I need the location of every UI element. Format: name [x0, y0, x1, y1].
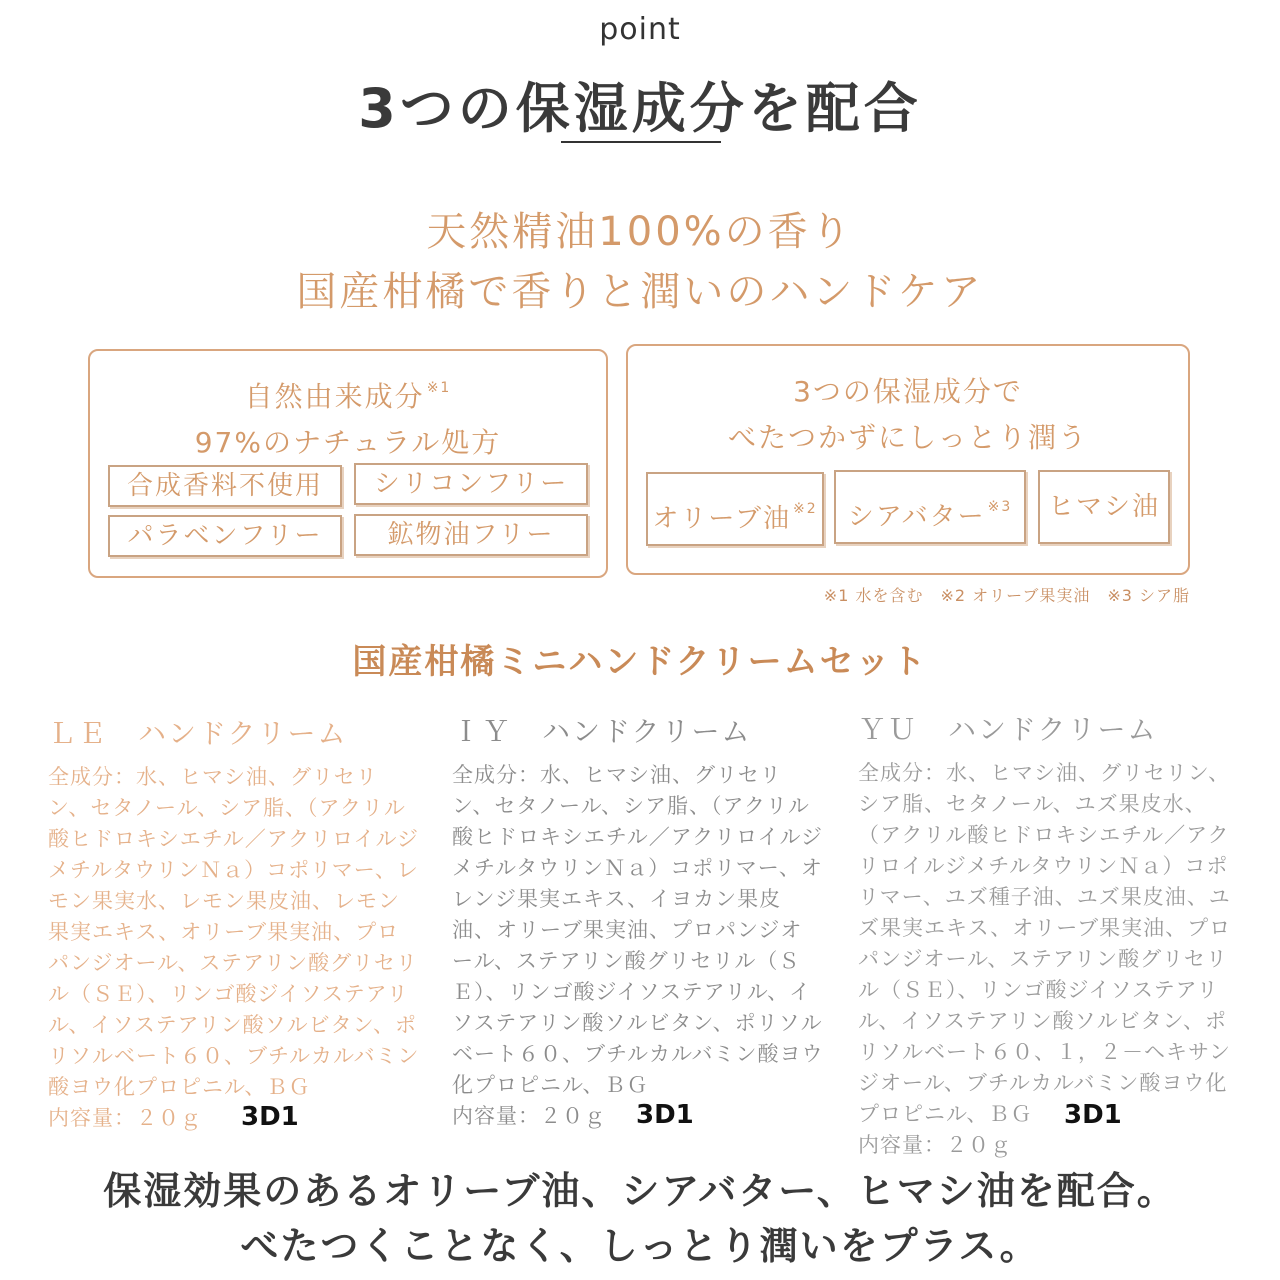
tag-castor-oil: ヒマシ油	[1038, 470, 1170, 544]
footnote-mark-1: ※1	[426, 380, 452, 396]
moisturizing-subheading: べたつかずにしっとり潤う	[727, 421, 1088, 454]
point-label: point	[599, 12, 681, 47]
product-capacity: 内容量：２０ｇ	[48, 1106, 202, 1130]
product-ingredients: 全成分：水、ヒマシ油、グリセリン、セタノール、シア脂、（アクリル酸ヒドロキシエチル／アクリロイルジメチルタウリンＮａ）コポリマー、オレンジ果実エキス、イヨカン果皮油、オリーブ果実油、プロパンジオール、ステアリン酸グリセリル（ＳＥ）、リンゴ酸ジイソステアリル、イソステアリン酸ソルビタン、ポリソルベート６０、ブチルカルバミン酸ヨウ化プロピニル、ＢＧ	[452, 763, 824, 1097]
tag-paraben-free: パラベンフリー	[108, 515, 342, 557]
product-capacity: 内容量：２０ｇ	[452, 1104, 606, 1128]
product-code: 3D1	[636, 1100, 694, 1130]
natural-ingredients-heading: 自然由来成分 $^{※1}$	[244, 380, 452, 413]
title-underline	[561, 141, 721, 143]
product-yu	[858, 708, 1238, 1161]
set-title: 国産柑橘ミニハンドクリームセット	[352, 642, 928, 682]
closing-line-1: 保湿効果のあるオリーブ油、シアバター、ヒマシ油を配合。	[103, 1169, 1177, 1213]
product-capacity: 内容量：２０ｇ	[858, 1133, 1012, 1157]
moisturizing-box	[626, 344, 1190, 575]
product-ingredients: 全成分：水、ヒマシ油、グリセリン、セタノール、シア脂、（アクリル酸ヒドロキシエチル／アクリロイルジメチルタウリンＮａ）コポリマー、レモン果実水、レモン果皮油、レモン果実エキス、オリーブ果実油、プロパンジオール、ステアリン酸グリセリル（ＳＥ）、リンゴ酸ジイソステアリル、イソステアリン酸ソルビタン、ポリソルベート６０、ブチルカルバミン酸ヨウ化プロピニル、ＢＧ	[48, 765, 420, 1099]
page-title: 3つの保湿成分を配合	[358, 77, 922, 140]
closing-line-2: べたつくことなく、しっとり潤いをプラス。	[240, 1224, 1040, 1268]
product-code: 3D1	[1064, 1100, 1122, 1130]
natural-formula-box	[88, 349, 608, 578]
product-ingredients: 全成分：水、ヒマシ油、グリセリン、シア脂、セタノール、ユズ果皮水、（アクリル酸ヒドロキシエチル／アクリロイルジメチルタウリンＮａ）コポリマー、ユズ種子油、ユズ果皮油、ユズ果実エキス、オリーブ果実油、プロパンジオール、ステアリン酸グリセリル（ＳＥ）、リンゴ酸ジイソステアリル、イソステアリン酸ソルビタン、ポリソルベート６０、１，２－ヘキサンジオール、ブチルカルバミン酸ヨウ化プロピニル、ＢＧ	[858, 761, 1232, 1126]
tag-shea-butter: シアバター $^{※3}$	[834, 470, 1026, 544]
footnotes: ※1 水を含む ※2 オリーブ果実油 ※3 シア脂	[823, 586, 1190, 605]
natural-percent-text: 97%のナチュラル処方	[194, 426, 502, 459]
tag-olive-oil: オリーブ油 $^{※2}$	[646, 472, 824, 546]
tag-silicone-free: シリコンフリー	[354, 463, 588, 505]
footnote-mark-2: ※2	[793, 501, 818, 517]
product-iy	[452, 710, 824, 1132]
product-code: 3D1	[241, 1102, 299, 1132]
tag-no-synthetic-fragrance: 合成香料不使用	[108, 465, 342, 507]
footnote-mark-3: ※3	[987, 499, 1013, 515]
product-title: ＹＵ ハンドクリーム	[858, 713, 1158, 746]
tagline-line-1: 天然精油100%の香り	[426, 209, 854, 255]
moisturizing-heading: 3つの保湿成分で	[793, 375, 1023, 408]
product-title: ＩＹ ハンドクリーム	[452, 715, 752, 748]
tagline-line-2: 国産柑橘で香りと潤いのハンドケア	[296, 269, 984, 315]
product-title: ＬＥ ハンドクリーム	[48, 717, 348, 750]
product-le	[48, 712, 420, 1134]
tag-mineral-oil-free: 鉱物油フリー	[354, 514, 588, 556]
